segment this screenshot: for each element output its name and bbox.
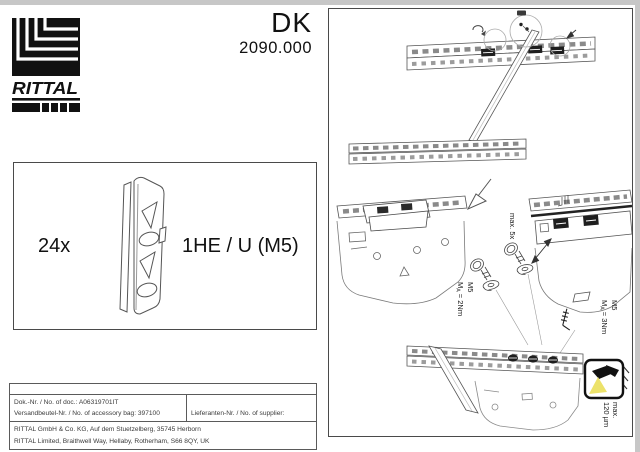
detail-left-drawing <box>337 196 467 304</box>
coating-note-value: 120 µm <box>602 402 611 428</box>
parts-box <box>13 162 317 330</box>
torque1-size: M5 <box>466 282 475 293</box>
doc-number: Dok.-Nr. / No. of doc.: A06319701IT <box>14 399 119 406</box>
repeat-count-note: max. 5x <box>508 213 517 240</box>
logo-rule <box>12 98 80 101</box>
leader-lines <box>496 274 575 353</box>
address-line-1: RITTAL GmbH & Co. KG, Auf dem Stuetzelberg, 35745 Herborn <box>14 426 201 434</box>
bottom-chassis-outline <box>475 378 580 430</box>
assembly-direction-arrow <box>468 179 491 209</box>
coating-note-max: max. <box>611 402 620 419</box>
torque1-value: MA = 2Nm <box>454 282 465 317</box>
torque2-size: M5 <box>610 300 619 311</box>
model-number: 2090.000 <box>239 39 312 57</box>
part-designation: 1HE / U (M5) <box>182 235 299 257</box>
torque2-value: MA = 3Nm <box>598 300 609 335</box>
middle-rail-drawing <box>349 139 526 164</box>
supplier-cell <box>187 395 316 421</box>
accessory-bag-number: Versandbeutel-Nr. / No. of accessory bag: 397100 <box>14 410 160 418</box>
brand-wordmark: RITTAL <box>12 78 78 98</box>
rotate-arrow-icon <box>473 26 486 36</box>
screw-drawing-2 <box>502 240 534 274</box>
address-cell <box>10 421 316 448</box>
torque-wrench-icon <box>559 308 575 330</box>
cage-nut-drawing <box>116 171 178 321</box>
scan-edge-right <box>635 0 640 452</box>
detail-right-drawing <box>529 190 632 312</box>
address-line-2: RITTAL Limited, Braithwell Way, Hellaby, Rotherham, S66 8QY, UK <box>14 437 210 445</box>
doc-numbers-cell <box>10 395 187 421</box>
small-badge <box>517 11 526 16</box>
insert-arrow-icon <box>567 30 576 38</box>
assembly-diagram-panel <box>328 8 633 437</box>
doc-table-empty-row <box>10 384 316 394</box>
title-block <box>190 9 312 58</box>
small-screws <box>519 23 529 32</box>
product-code: DK <box>271 7 312 38</box>
quantity-label: 24x <box>38 235 71 257</box>
spray-gun-icon <box>585 360 623 398</box>
scan-edge-top <box>0 0 640 5</box>
supplier-number: Lieferanten-Nr. / No. of supplier: <box>191 410 285 418</box>
rittal-logo <box>12 18 80 117</box>
doc-table <box>9 383 317 450</box>
logo-bar <box>12 103 80 112</box>
